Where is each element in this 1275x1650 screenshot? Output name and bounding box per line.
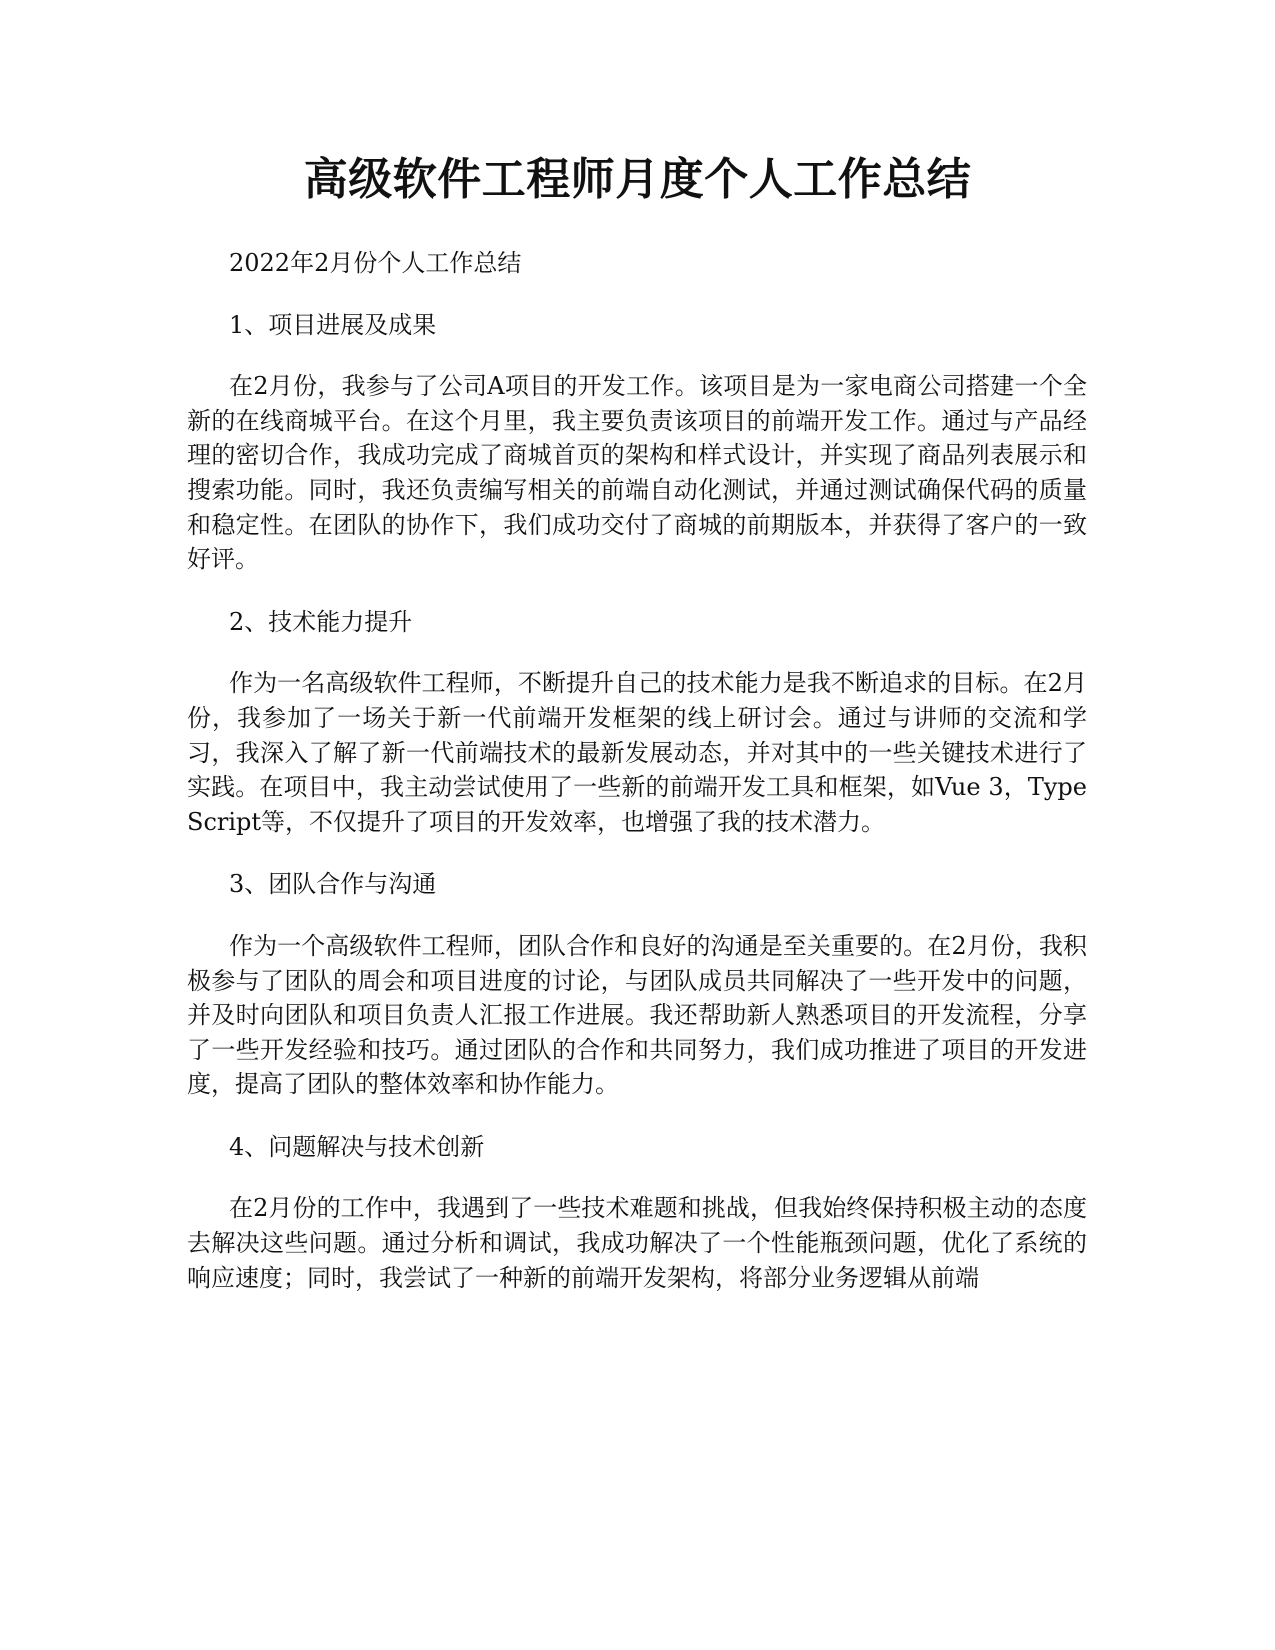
document-subtitle: 2022年2月份个人工作总结 xyxy=(229,249,522,277)
section-paragraph: 作为一名高级软件工程师，不断提升自己的技术能力是我不断追求的目标。在2月份，我参加了一场关于新一代前端开发框架的线上研讨会。通过与讲师的交流和学习，我深入了解了新一代前端技术的最新发展动态，并对其中的一些关键技术进行了实践。在项目中，我主动尝试使用了一些新的前端开发工具和框架，如Vue 3，TypeScript等，不仅提升了项目的开发效率，也增强了我的技术潜力。 xyxy=(187,669,1087,836)
section-paragraph: 作为一个高级软件工程师，团队合作和良好的沟通是至关重要的。在2月份，我积极参与了团队的周会和项目进度的讨论，与团队成员共同解决了一些开发中的问题，并及时向团队和项目负责人汇报工作进展。我还帮助新人熟悉项目的开发流程，分享了一些开发经验和技巧。通过团队的合作和共同努力，我们成功推进了项目的开发进度，提高了团队的整体效率和协作能力。 xyxy=(187,931,1087,1099)
section-heading: 1、项目进展及成果 xyxy=(229,310,437,339)
section-paragraph: 在2月份的工作中，我遇到了一些技术难题和挑战，但我始终保持积极主动的态度去解决这些问题。通过分析和调试，我成功解决了一个性能瓶颈问题，优化了系统的响应速度；同时，我尝试了一种新的前端开发架构，将部分业务逻辑从前端 xyxy=(187,1194,1087,1292)
document-body xyxy=(187,246,1087,1323)
document-title: 高级软件工程师月度个人工作总结 xyxy=(303,154,972,205)
section-heading: 4、问题解决与技术创新 xyxy=(229,1132,485,1161)
section-paragraph: 在2月份，我参与了公司A项目的开发工作。该项目是为一家电商公司搭建一个全新的在线商城平台。在这个月里，我主要负责该项目的前端开发工作。通过与产品经理的密切合作，我成功完成了商城首页的架构和样式设计，并实现了商品列表展示和搜索功能。同时，我还负责编写相关的前端自动化测试，并通过测试确保代码的质量和稳定性。在团队的协作下，我们成功交付了商城的前期版本，并获得了客户的一致好评。 xyxy=(187,372,1087,574)
section-heading: 3、团队合作与沟通 xyxy=(229,870,437,899)
section-heading: 2、技术能力提升 xyxy=(229,607,413,636)
